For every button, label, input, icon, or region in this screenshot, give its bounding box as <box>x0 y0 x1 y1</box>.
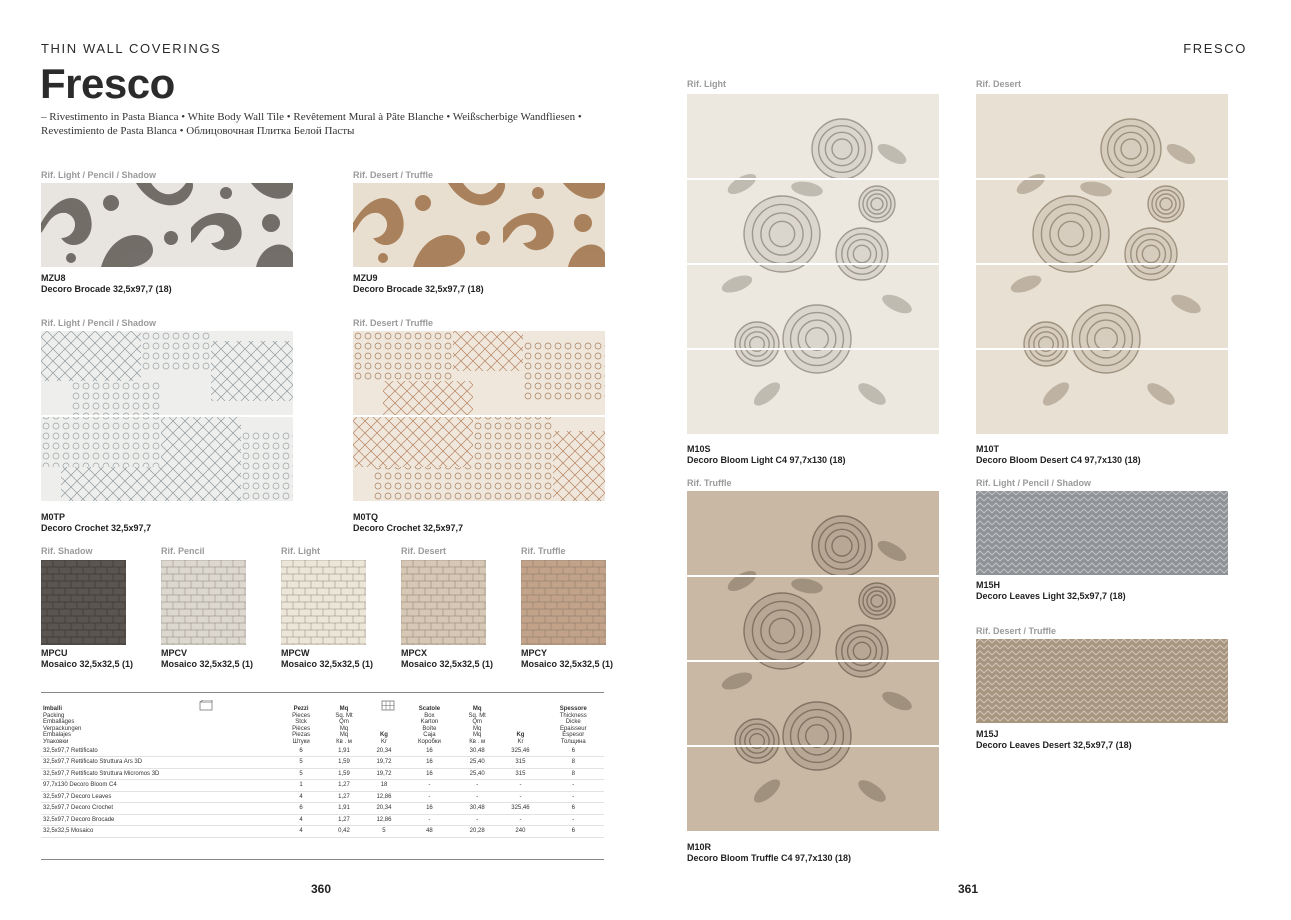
table-cell: 325,46 <box>498 803 542 815</box>
brocade-desert-rif: Rif. Desert / Truffle <box>353 170 434 180</box>
subtitle: – Rivestimento in Pasta Bianca • White Body Wall Tile • Revêtement Mural à Pâte Blanche • Weißscherbige Wandfliesen • Revestimiento de Pasta Blanca • Облицовочная Плитка Белой Пасты <box>41 111 582 137</box>
mosaic-shadow-desc: Mosaico 32,5x32,5 (1) <box>41 659 134 669</box>
page-number-right: 361 <box>958 882 979 896</box>
mosaic-truffle-tile <box>521 560 606 645</box>
table-cell: 32,5x97,7 Decoro Leaves <box>41 791 279 803</box>
collection-header: FRESCO <box>1183 41 1247 56</box>
bloom-light-code: M10S <box>687 444 711 454</box>
mosaic-pencil-tile <box>161 560 246 645</box>
table-cell: 16 <box>403 768 456 780</box>
leaves-pattern <box>976 491 1228 575</box>
table-cell: 240 <box>498 826 542 838</box>
table-cell: 8 <box>543 768 604 780</box>
table-cell: - <box>403 791 456 803</box>
table-cell: 6 <box>543 803 604 815</box>
table-cell: - <box>403 780 456 792</box>
mosaic-shadow-code: MPCU <box>41 648 68 658</box>
brocade-desert-desc: Decoro Brocade 32,5x97,7 (18) <box>353 284 484 294</box>
table-cell: 315 <box>498 768 542 780</box>
mosaic-pattern <box>521 560 606 645</box>
mosaic-light-desc: Mosaico 32,5x32,5 (1) <box>281 659 374 669</box>
mosaic-truffle-rif: Rif. Truffle <box>521 546 566 556</box>
table-cell: 1,91 <box>323 745 365 757</box>
table-row <box>41 814 604 826</box>
mosaic-desert-rif: Rif. Desert <box>401 546 447 556</box>
mosaic-desert-code: MPCX <box>401 648 428 658</box>
table-cell: 1,27 <box>323 791 365 803</box>
table-cell: 32,5x97,7 Rettificato Struttura Ars 3D <box>41 757 279 769</box>
mosaic-pattern <box>41 560 126 645</box>
table-cell: 25,40 <box>456 757 498 769</box>
table-row <box>41 803 604 815</box>
bloom-pattern <box>976 94 1228 434</box>
table-header-cell: Kg Kr <box>379 732 388 745</box>
table-header-cell: Kg Kr <box>516 732 525 745</box>
mosaic-pattern <box>281 560 366 645</box>
mosaic-pencil-desc: Mosaico 32,5x32,5 (1) <box>161 659 254 669</box>
crochet-desert-pattern <box>353 331 605 501</box>
table-row <box>41 757 604 769</box>
table-cell: 32,5x97,7 Decoro Brocade <box>41 814 279 826</box>
bloom-truffle-tile <box>687 491 939 831</box>
table-cell: 1,27 <box>323 814 365 826</box>
bloom-pattern <box>687 491 939 831</box>
mosaic-pencil-rif: Rif. Pencil <box>161 546 205 556</box>
leaves-light-rif: Rif. Light / Pencil / Shadow <box>976 478 1092 488</box>
leaves-desert-desc: Decoro Leaves Desert 32,5x97,7 (18) <box>976 740 1132 750</box>
table-row <box>41 791 604 803</box>
table-header-cell: Spessore Thickness Dicke Epaisseur Espesor Толщина <box>559 706 587 745</box>
table-cell: 16 <box>403 757 456 769</box>
brocade-desert-pattern <box>353 183 605 267</box>
mosaic-desert-tile <box>401 560 486 645</box>
table-cell: 8 <box>543 757 604 769</box>
mosaic-pattern <box>161 560 246 645</box>
table-cell: 1,91 <box>323 803 365 815</box>
table-bottom-rule <box>41 859 604 860</box>
mosaic-desert-desc: Mosaico 32,5x32,5 (1) <box>401 659 494 669</box>
table-cell: 25,40 <box>456 768 498 780</box>
table-header-cell: Pezzi Pieces Stck Pièces Piezas Штуки <box>292 706 311 745</box>
table-cell: 97,7x130 Decoro Bloom C4 <box>41 780 279 792</box>
table-header-cell: Mq Sq. Mt Qm Mq Mq Кв . м <box>335 706 353 745</box>
table-cell: - <box>543 814 604 826</box>
bloom-desert-code: M10T <box>976 444 1000 454</box>
table-cell: 0,42 <box>323 826 365 838</box>
brocade-light-pattern <box>41 183 293 267</box>
mosaic-light-tile <box>281 560 366 645</box>
crochet-light-tile <box>41 331 293 501</box>
table-cell: - <box>498 780 542 792</box>
table-cell: - <box>456 780 498 792</box>
table-cell: 4 <box>279 826 323 838</box>
crochet-light-desc: Decoro Crochet 32,5x97,7 <box>41 523 152 533</box>
bloom-light-tile <box>687 94 939 434</box>
mosaic-light-rif: Rif. Light <box>281 546 320 556</box>
table-cell: - <box>403 814 456 826</box>
table-cell: 32,5x97,7 Decoro Crochet <box>41 803 279 815</box>
table-cell: 20,34 <box>365 745 403 757</box>
leaves-desert-code: M15J <box>976 729 999 739</box>
table-row <box>41 745 604 757</box>
table-cell: 1,27 <box>323 780 365 792</box>
mosaic-shadow-tile <box>41 560 126 645</box>
mosaic-pattern <box>401 560 486 645</box>
table-cell: 6 <box>543 745 604 757</box>
section-header: THIN WALL COVERINGS <box>41 41 222 56</box>
table-cell: 16 <box>403 745 456 757</box>
bloom-desert-rif: Rif. Desert <box>976 79 1022 89</box>
table-cell: 48 <box>403 826 456 838</box>
brocade-light-tile <box>41 183 293 267</box>
table-cell: 6 <box>279 745 323 757</box>
bloom-truffle-desc: Decoro Bloom Truffle C4 97,7x130 (18) <box>687 853 852 863</box>
bloom-truffle-code: M10R <box>687 842 712 852</box>
brocade-desert-code: MZU9 <box>353 273 378 283</box>
bloom-light-desc: Decoro Bloom Light C4 97,7x130 (18) <box>687 455 846 465</box>
table-cell: 19,72 <box>365 768 403 780</box>
table-cell: 4 <box>279 814 323 826</box>
leaves-desert-rif: Rif. Desert / Truffle <box>976 626 1057 636</box>
table-cell: 32,5x97,7 Rettificato Struttura Micromos 3D <box>41 768 279 780</box>
table-cell: 32,5x32,5 Mosaico <box>41 826 279 838</box>
table-cell: 6 <box>279 803 323 815</box>
table-cell: 30,48 <box>456 745 498 757</box>
table-cell: 16 <box>403 803 456 815</box>
mosaic-truffle-code: MPCY <box>521 648 548 658</box>
table-cell: 12,86 <box>365 814 403 826</box>
table-cell: 5 <box>279 768 323 780</box>
mosaic-pencil-code: MPCV <box>161 648 188 658</box>
crochet-desert-tile <box>353 331 605 501</box>
mosaic-truffle-desc: Mosaico 32,5x32,5 (1) <box>521 659 614 669</box>
table-cell: 20,34 <box>365 803 403 815</box>
table-body <box>41 745 604 837</box>
brocade-light-code: MZU8 <box>41 273 66 283</box>
table-header-cell: Scatole Box Karton Boîte Caja Коробки <box>417 706 441 745</box>
mosaic-light-code: MPCW <box>281 648 310 658</box>
table-cell: 1,59 <box>323 768 365 780</box>
crochet-light-rif: Rif. Light / Pencil / Shadow <box>41 318 157 328</box>
crochet-desert-rif: Rif. Desert / Truffle <box>353 318 434 328</box>
table-cell: 18 <box>365 780 403 792</box>
bloom-pattern <box>687 94 939 434</box>
table-row <box>41 826 604 838</box>
table-cell: 5 <box>279 757 323 769</box>
crochet-desert-code: M0TQ <box>353 512 379 522</box>
table-cell: 6 <box>543 826 604 838</box>
brocade-desert-tile <box>353 183 605 267</box>
leaves-light-tile <box>976 491 1228 575</box>
table-header-row <box>41 706 604 745</box>
bloom-truffle-rif: Rif. Truffle <box>687 478 732 488</box>
table-cell: 5 <box>365 826 403 838</box>
brocade-light-rif: Rif. Light / Pencil / Shadow <box>41 170 157 180</box>
page-number-left: 360 <box>311 882 332 896</box>
brocade-light-desc: Decoro Brocade 32,5x97,7 (18) <box>41 284 172 294</box>
leaves-light-desc: Decoro Leaves Light 32,5x97,7 (18) <box>976 591 1126 601</box>
leaves-desert-tile <box>976 639 1228 723</box>
bloom-desert-tile <box>976 94 1228 434</box>
table-row <box>41 780 604 792</box>
table-row <box>41 768 604 780</box>
table-cell: 4 <box>279 791 323 803</box>
table-cell: 325,46 <box>498 745 542 757</box>
table-cell: 20,28 <box>456 826 498 838</box>
table-cell: 12,86 <box>365 791 403 803</box>
bloom-desert-desc: Decoro Bloom Desert C4 97,7x130 (18) <box>976 455 1141 465</box>
table-cell: 30,48 <box>456 803 498 815</box>
table-cell: 19,72 <box>365 757 403 769</box>
table-top-rule <box>41 692 604 693</box>
crochet-light-code: M0TP <box>41 512 66 522</box>
table-cell: - <box>498 791 542 803</box>
table-cell: 1 <box>279 780 323 792</box>
table-cell: - <box>543 791 604 803</box>
table-cell: - <box>456 814 498 826</box>
table-cell: - <box>456 791 498 803</box>
table-cell: 32,5x97,7 Rettificato <box>41 745 279 757</box>
leaves-pattern <box>976 639 1228 723</box>
table-cell: 1,59 <box>323 757 365 769</box>
table-cell: - <box>498 814 542 826</box>
mosaic-shadow-rif: Rif. Shadow <box>41 546 93 556</box>
leaves-light-code: M15H <box>976 580 1001 590</box>
table-header-cell: Mq Sq. Mt Qm Mq Mq Кв . м <box>468 706 486 745</box>
table-header-cell: Imballi Packing Emballages Verpackungen Embalajes Упаковки <box>43 706 82 745</box>
crochet-light-pattern <box>41 331 293 501</box>
crochet-desert-desc: Decoro Crochet 32,5x97,7 <box>353 523 464 533</box>
page-title: Fresco <box>40 60 175 107</box>
table-cell: - <box>543 780 604 792</box>
table-cell: 315 <box>498 757 542 769</box>
packing-table <box>41 706 604 838</box>
bloom-light-rif: Rif. Light <box>687 79 726 89</box>
